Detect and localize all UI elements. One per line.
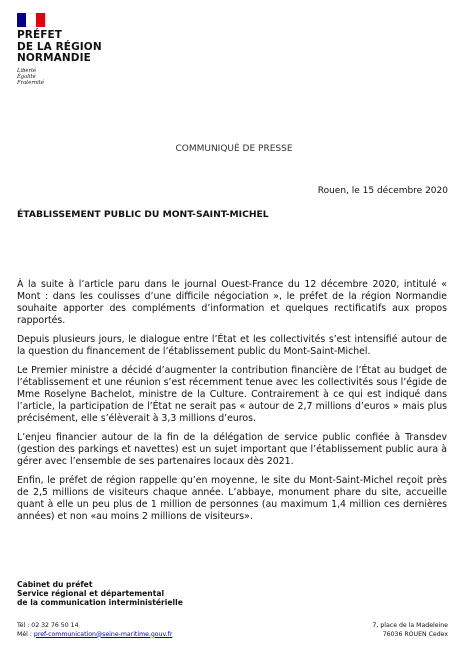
body-paragraph: À la suite à l’article paru dans le journal Ouest-France du 12 décembre 2020, intitulé « Mont : dans les coulisses d’une difficile négociation », le préfet de la région Normandie souhaite apporter des compléments d’information et quelques rectificatifs aux propos rapportés. [17, 279, 447, 326]
signature-block [17, 580, 183, 608]
motto-line: Égalité [17, 73, 36, 80]
document-type: COMMUNIQUÉ DE PRESSE [175, 144, 293, 154]
body-paragraph: Le Premier ministre a décidé d’augmenter la contribution financière de l’État au budget de l’établissement et une réunion s’est récemment tenue avec les collectivités sous l’égide de Mme Roselyne Bachelot, ministre de la Culture. Contrairement à ce qui est indiqué dans l’article, la participation de l’État ne serait pas « autour de 2,7 millions d’euros » mais plus précisément, elle s’élèverait à 3,3 millions d’euros. [17, 365, 447, 424]
phone-number: Tél : 02 32 76 50 14 [17, 622, 79, 629]
body-paragraph: L’enjeu financier autour de la fin de la délégation de service public confiée à Transdev (gestion des parkings et navettes) est un sujet important que l’établissement public aura à gérer avec l’ensemble de ses partenaires locaux dès 2021. [17, 432, 447, 467]
signature-line: Service régional et départemental [17, 589, 165, 599]
email-link[interactable]: pref-communication@seine-maritime.gouv.fr [33, 630, 173, 638]
document-heading: ÉTABLISSEMENT PUBLIC DU MONT-SAINT-MICHEL [17, 209, 269, 220]
document-body [17, 279, 447, 530]
email-label: Mél : [17, 630, 34, 638]
body-paragraph: Depuis plusieurs jours, le dialogue entre l’État et les collectivités s’est intensifié autour de la question du financement de l’établissement public du Mont-Saint-Michel. [17, 334, 447, 357]
motto-line: Liberté [17, 67, 37, 74]
logo-title-line: NORMANDIE [17, 52, 91, 64]
logo-motto [17, 68, 127, 87]
body-paragraph: Enfin, le préfet de région rappelle qu’en moyenne, le site du Mont-Saint-Michel reçoit près de 2,5 millions de visiteurs chaque année. L’abbaye, monument phare du site, accueille quant à elle un peu plus de 1 million de personnes (au maximum 1,4 million ces dernières années) et non «au moins 2 millions de visiteurs». [17, 475, 447, 522]
contact-info [17, 622, 172, 639]
prefecture-logo [17, 13, 127, 87]
logo-title [17, 30, 127, 65]
logo-title-line: DE LA RÉGION [17, 40, 102, 53]
signature-line: Cabinet du préfet [17, 580, 93, 589]
motto-line: Fraternité [17, 80, 44, 87]
postal-address [372, 622, 448, 639]
document-date: Rouen, le 15 décembre 2020 [317, 186, 448, 196]
email-line [17, 631, 172, 640]
signature-line: de la communication interministérielle [17, 598, 183, 608]
french-flag-icon [17, 13, 45, 27]
address-line: 76036 ROUEN Cedex [382, 630, 448, 638]
address-line: 7, place de la Madeleine [372, 622, 448, 629]
logo-title-line: PRÉFET [17, 29, 63, 41]
